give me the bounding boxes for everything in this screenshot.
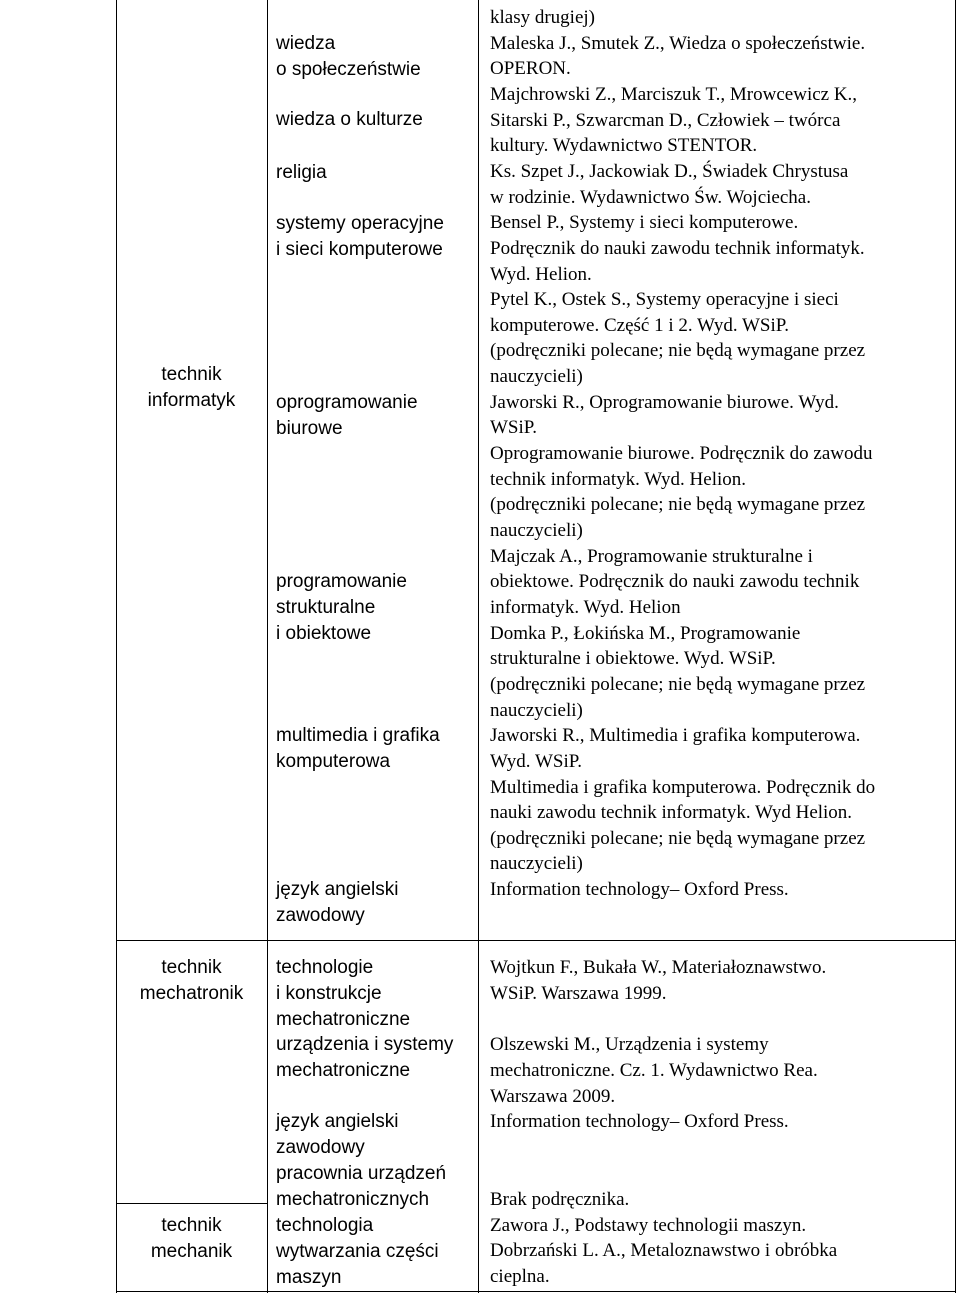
book-entry-line: Wojtkun F., Bukała W., Materiałoznawstwo. bbox=[490, 957, 827, 978]
book-entry-line: WSiP. bbox=[490, 417, 537, 438]
book-entry-line: Pytel K., Ostek S., Systemy operacyjne i sieci bbox=[490, 289, 839, 310]
subject-label: multimedia i grafika komputerowa bbox=[276, 725, 440, 772]
book-entry-line: nauczycieli) bbox=[490, 853, 583, 874]
book-entry-line: Zawora J., Podstawy technologii maszyn. bbox=[490, 1215, 807, 1236]
book-entry-line: Bensel P., Systemy i sieci komputerowe. bbox=[490, 212, 799, 233]
subject-label: wiedza o kulturze bbox=[276, 109, 423, 130]
book-entry-line: nauczycieli) bbox=[490, 700, 583, 721]
subject-label: religia bbox=[276, 162, 327, 183]
book-entry-line: w rodzinie. Wydawnictwo Św. Wojciecha. bbox=[490, 187, 811, 208]
subject-label: wiedza o społeczeństwie bbox=[276, 33, 421, 80]
book-entry-line: nauczycieli) bbox=[490, 366, 583, 387]
book-entry-line: mechatroniczne. Cz. 1. Wydawnictwo Rea. bbox=[490, 1060, 818, 1081]
table-border-right bbox=[955, 0, 956, 1293]
row-divider-2 bbox=[116, 1203, 268, 1204]
book-entry-line: (podręczniki polecane; nie będą wymagane przez bbox=[490, 828, 866, 849]
book-entry-line: Brak podręcznika. bbox=[490, 1189, 630, 1210]
book-entry-line: Majchrowski Z., Marciszuk T., Mrowcewicz K., bbox=[490, 84, 858, 105]
table-border-col2 bbox=[267, 0, 268, 1293]
book-entry-line: nauczycieli) bbox=[490, 520, 583, 541]
book-entry-line: Maleska J., Smutek Z., Wiedza o społeczeństwie. bbox=[490, 33, 866, 54]
book-entry-line: Ks. Szpet J., Jackowiak D., Świadek Chrystusa bbox=[490, 161, 849, 182]
table-border-col3 bbox=[478, 0, 479, 1293]
book-entry-line: OPERON. bbox=[490, 58, 571, 79]
book-entry-line: Wyd. Helion. bbox=[490, 264, 592, 285]
book-entry-line: strukturalne i obiektowe. Wyd. WSiP. bbox=[490, 648, 776, 669]
book-entry-line: (podręczniki polecane; nie będą wymagane przez bbox=[490, 494, 866, 515]
book-entry-line: Dobrzański L. A., Metaloznawstwo i obróbka bbox=[490, 1240, 838, 1261]
subject-label: technologie i konstrukcje mechatroniczne bbox=[276, 957, 411, 1030]
profession-label: technik mechatronik bbox=[139, 957, 244, 1004]
row-divider-1 bbox=[116, 940, 956, 941]
book-entry-line: Podręcznik do nauki zawodu technik informatyk. bbox=[490, 238, 865, 259]
book-entry-line: (podręczniki polecane; nie będą wymagane przez bbox=[490, 340, 866, 361]
book-entry-line: klasy drugiej) bbox=[490, 7, 596, 28]
book-entry-line: nauki zawodu technik informatyk. Wyd Helion. bbox=[490, 802, 853, 823]
book-entry-line: Domka P., Łokińska M., Programowanie bbox=[490, 623, 801, 644]
book-entry-line: Sitarski P., Szwarcman D., Człowiek – twórca bbox=[490, 110, 841, 131]
subject-label: oprogramowanie biurowe bbox=[276, 392, 418, 439]
subject-label: programowanie strukturalne i obiektowe bbox=[276, 571, 407, 644]
profession-label: technik mechanik bbox=[150, 1215, 233, 1262]
book-entry-line: Oprogramowanie biurowe. Podręcznik do zawodu bbox=[490, 443, 873, 464]
subject-label: język angielski zawodowy bbox=[276, 1111, 399, 1158]
book-entry-line: WSiP. Warszawa 1999. bbox=[490, 983, 667, 1004]
book-entry-line: Wyd. WSiP. bbox=[490, 751, 582, 772]
book-entry-line: informatyk. Wyd. Helion bbox=[490, 597, 681, 618]
subject-label: systemy operacyjne i sieci komputerowe bbox=[276, 213, 444, 260]
book-entry-line: cieplna. bbox=[490, 1266, 550, 1287]
book-entry-line: Information technology– Oxford Press. bbox=[490, 879, 789, 900]
subject-label: pracownia urządzeń mechatronicznych bbox=[276, 1163, 447, 1210]
book-entry-line: Warszawa 2009. bbox=[490, 1086, 616, 1107]
profession-label: technik informatyk bbox=[147, 364, 236, 411]
book-entry-line: Majczak A., Programowanie strukturalne i bbox=[490, 546, 813, 567]
book-entry-line: Jaworski R., Multimedia i grafika komputerowa. bbox=[490, 725, 861, 746]
book-entry-line: Jaworski R., Oprogramowanie biurowe. Wyd. bbox=[490, 392, 839, 413]
book-entry-line: Multimedia i grafika komputerowa. Podręcznik do bbox=[490, 777, 876, 798]
table-border-left bbox=[116, 0, 117, 1293]
table-border-bottom bbox=[116, 1291, 956, 1292]
subject-label: urządzenia i systemy mechatroniczne bbox=[276, 1034, 454, 1081]
book-entry-line: Information technology– Oxford Press. bbox=[490, 1111, 789, 1132]
book-entry-line: obiektowe. Podręcznik do nauki zawodu technik bbox=[490, 571, 860, 592]
book-entry-line: (podręczniki polecane; nie będą wymagane przez bbox=[490, 674, 866, 695]
book-entry-line: Olszewski M., Urządzenia i systemy bbox=[490, 1034, 769, 1055]
book-entry-line: technik informatyk. Wyd. Helion. bbox=[490, 469, 747, 490]
subject-label: technologia wytwarzania części maszyn bbox=[276, 1215, 439, 1288]
book-entry-line: komputerowe. Część 1 i 2. Wyd. WSiP. bbox=[490, 315, 789, 336]
book-entry-line: kultury. Wydawnictwo STENTOR. bbox=[490, 135, 758, 156]
subject-label: język angielski zawodowy bbox=[276, 879, 399, 926]
